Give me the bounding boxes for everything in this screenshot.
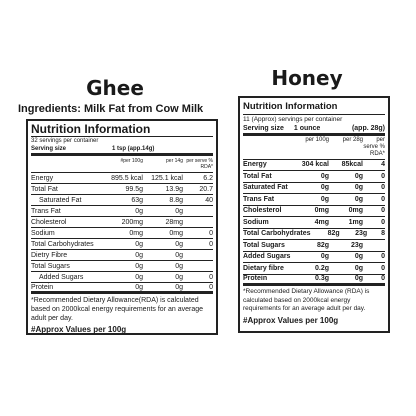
nutrient-value-per100g: 0mg xyxy=(129,229,143,237)
nutrient-rda: 4 xyxy=(381,161,385,169)
nutrient-row xyxy=(31,195,213,206)
nutrient-label: Added Sugars xyxy=(243,253,291,261)
nutrient-row xyxy=(31,206,213,217)
nutrient-value-per-serve: 0g xyxy=(175,262,183,270)
nutrient-rda: 8 xyxy=(381,230,385,238)
nutrient-value-per100g: 4mg xyxy=(314,218,329,226)
nutrient-value-per100g: 63g xyxy=(131,196,143,204)
nutrient-rda: 0 xyxy=(381,218,385,226)
nutrient-row xyxy=(243,183,385,195)
nutrient-value-per100g: 304 kcal xyxy=(301,161,329,169)
ghee-col-per14g: per 14g xyxy=(166,158,183,164)
nutrient-label: Protein xyxy=(243,275,268,283)
nutrient-rda: 0 xyxy=(381,207,385,215)
nutrient-label: Cholesterol xyxy=(243,207,282,215)
nutrient-value-per100g: 0g xyxy=(135,283,143,291)
ghee-serving-size-value: 1 tsp (app.14g) xyxy=(112,146,155,152)
nutrient-value-per100g: 0g xyxy=(320,184,329,192)
nutrient-label: Trans Fat xyxy=(243,195,275,203)
nutrient-row xyxy=(31,184,213,195)
nutrient-value-per100g: 0g xyxy=(135,240,143,248)
nutrient-rda: 0 xyxy=(209,273,213,281)
nutrient-value-per100g: 82g xyxy=(327,230,340,238)
honey-approx-note: #Approx Values per 100g xyxy=(243,315,339,325)
nutrient-value-per-serve: 85kcal xyxy=(341,161,363,169)
ghee-col-per100g: #per 100g xyxy=(120,158,143,164)
nutrient-label: Saturated Fat xyxy=(243,184,288,192)
nutrient-row xyxy=(243,229,385,241)
nutrient-value-per-serve: 0g xyxy=(354,275,363,283)
nutrient-value-per-serve: 0g xyxy=(354,172,363,180)
ghee-rda-note: *Recommended Dietary Allowance(RDA) is calculated based on 2000kcal energy requirements for an average adult per day. xyxy=(31,297,203,322)
honey-serving-size xyxy=(243,124,385,136)
nutrient-value-per100g: 0mg xyxy=(314,207,329,215)
nutrient-label: Protein xyxy=(31,283,54,291)
honey-rda-note: *Recommended Dietary Allowance (RDA) is calculated based on 2000kcal energy requirements for an average adult per day. xyxy=(243,288,370,312)
nutrient-value-per100g: 0g xyxy=(135,251,143,259)
honey-panel-heading: Nutrition Information xyxy=(243,98,385,115)
nutrient-value-per-serve: 1mg xyxy=(348,218,363,226)
nutrient-value-per100g: 82g xyxy=(316,241,329,249)
ghee-nutrient-table xyxy=(31,173,213,294)
nutrient-value-per-serve: 0g xyxy=(175,273,183,281)
nutrient-rda: 20.7 xyxy=(199,185,213,193)
nutrient-label: Total Fat xyxy=(243,172,272,180)
honey-serving-size-value: 1 ounce xyxy=(293,124,321,132)
nutrient-row xyxy=(31,272,213,283)
nutrient-value-per-serve: 125.1 kcal xyxy=(151,174,183,182)
nutrient-value-per-serve: 23g xyxy=(350,241,363,249)
nutrient-value-per-serve: 0g xyxy=(175,251,183,259)
nutrient-label: Total Carbohydrates xyxy=(31,240,94,248)
ghee-serving-size xyxy=(31,145,213,156)
ghee-nutrition-panel xyxy=(26,119,218,335)
nutrient-row xyxy=(243,252,385,264)
ghee-serving-size-label: Serving size xyxy=(31,146,67,152)
nutrient-label: Total Sugars xyxy=(31,262,70,270)
nutrient-value-per100g: 99.5g xyxy=(125,185,143,193)
nutrient-label: Sodium xyxy=(31,229,55,237)
ghee-panel-heading: Nutrition Information xyxy=(31,121,213,137)
nutrient-value-per-serve: 0g xyxy=(175,207,183,215)
nutrient-label: Added Sugars xyxy=(39,273,84,281)
nutrient-value-per-serve: 0g xyxy=(354,253,363,261)
nutrient-rda: 0 xyxy=(381,253,385,261)
nutrient-rda: 0 xyxy=(209,240,213,248)
nutrient-rda: 0 xyxy=(381,275,385,283)
nutrient-row xyxy=(31,261,213,272)
nutrient-rda: 0 xyxy=(381,195,385,203)
nutrient-label: Total Sugars xyxy=(243,241,285,249)
nutrient-label: Saturated Fat xyxy=(39,196,82,204)
honey-nutrition-panel xyxy=(238,96,390,333)
honey-col-rda: per serve % RDA* xyxy=(363,136,385,157)
honey-title: Honey xyxy=(271,66,343,90)
nutrient-row xyxy=(243,194,385,206)
nutrient-value-per100g: 0g xyxy=(135,273,143,281)
ghee-column-headers xyxy=(31,156,213,173)
honey-serving-size-label: Serving size xyxy=(243,124,284,132)
nutrient-label: Total Carbohydrates xyxy=(243,230,311,238)
ghee-title: Ghee xyxy=(86,76,144,100)
nutrient-value-per-serve: 28mg xyxy=(165,218,183,226)
nutrient-rda: 0 xyxy=(381,184,385,192)
nutrient-rda: 6.2 xyxy=(203,174,213,182)
nutrient-row xyxy=(31,283,213,294)
honey-servings-per-container: 11 (Approx) servings per container xyxy=(243,115,343,123)
nutrient-value-per100g: 0g xyxy=(320,253,329,261)
nutrient-rda: 0 xyxy=(381,264,385,272)
nutrient-row xyxy=(243,263,385,275)
nutrient-value-per-serve: 0mg xyxy=(169,229,183,237)
nutrient-value-per100g: 200mg xyxy=(121,218,143,226)
nutrient-rda: 0 xyxy=(209,283,213,291)
nutrient-value-per100g: 895.5 kcal xyxy=(111,174,143,182)
nutrient-value-per-serve: 0g xyxy=(175,240,183,248)
nutrient-label: Dietary fibre xyxy=(243,264,284,272)
nutrient-value-per100g: 0g xyxy=(135,207,143,215)
nutrient-label: Sodium xyxy=(243,218,269,226)
nutrient-row xyxy=(31,250,213,261)
nutrient-row xyxy=(31,173,213,184)
nutrient-row xyxy=(243,171,385,183)
ghee-servings-per-container: 32 servings per container xyxy=(31,138,99,144)
nutrient-row xyxy=(243,160,385,172)
nutrient-label: Trans Fat xyxy=(31,207,61,215)
honey-col-per28g: per 28g xyxy=(342,136,363,143)
nutrient-value-per-serve: 23g xyxy=(355,230,368,238)
nutrient-value-per100g: 0g xyxy=(320,172,329,180)
nutrient-value-per-serve: 8.8g xyxy=(169,196,183,204)
nutrient-label: Energy xyxy=(31,174,54,182)
nutrient-label: Energy xyxy=(243,161,267,169)
nutrient-value-per-serve: 0mg xyxy=(348,207,363,215)
nutrient-rda: 0 xyxy=(209,229,213,237)
ghee-approx-note: #Approx Values per 100g xyxy=(31,325,127,334)
nutrient-value-per-serve: 0g xyxy=(175,283,183,291)
nutrient-row xyxy=(243,217,385,229)
nutrient-value-per100g: 0.2g xyxy=(314,264,329,272)
nutrient-row xyxy=(243,240,385,252)
nutrient-rda: 0 xyxy=(381,172,385,180)
nutrient-value-per100g: 0g xyxy=(320,195,329,203)
nutrient-row xyxy=(31,239,213,250)
nutrient-row xyxy=(31,228,213,239)
nutrient-label: Total Fat xyxy=(31,185,58,193)
nutrient-label: Dietry Fibre xyxy=(31,251,68,259)
honey-col-per100g: per 100g xyxy=(305,136,329,143)
nutrient-row xyxy=(243,275,385,287)
nutrient-rda: 40 xyxy=(205,196,213,204)
honey-serving-size-grams: (app. 28g) xyxy=(351,124,385,132)
nutrient-value-per-serve: 0g xyxy=(354,184,363,192)
ghee-ingredients: Ingredients: Milk Fat from Cow Milk xyxy=(18,103,204,115)
nutrient-label: Cholesterol xyxy=(31,218,67,226)
ghee-col-rda: per serve % RDA* xyxy=(186,158,213,170)
honey-nutrient-table xyxy=(243,160,385,287)
nutrient-value-per-serve: 0g xyxy=(354,195,363,203)
honey-column-headers xyxy=(243,136,385,160)
nutrient-value-per-serve: 13.9g xyxy=(165,185,183,193)
nutrient-value-per100g: 0g xyxy=(135,262,143,270)
nutrient-value-per-serve: 0g xyxy=(354,264,363,272)
nutrient-value-per100g: 0.3g xyxy=(314,275,329,283)
nutrient-row xyxy=(243,206,385,218)
nutrient-row xyxy=(31,217,213,228)
